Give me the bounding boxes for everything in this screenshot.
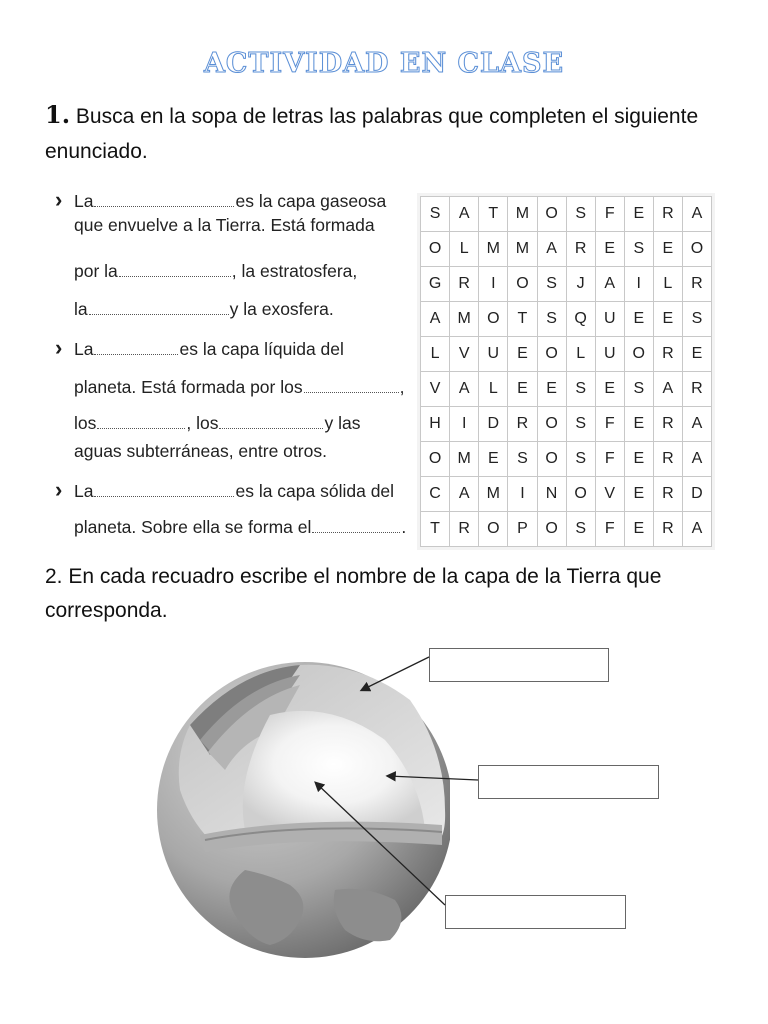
exercise-text: es la capa sólida del [235, 481, 395, 501]
grid-letter[interactable]: R [653, 477, 682, 512]
arrow-to-core [316, 783, 445, 905]
grid-letter[interactable]: V [595, 477, 624, 512]
exercise-text: , [399, 377, 405, 397]
grid-letter[interactable]: E [624, 477, 653, 512]
grid-letter[interactable]: F [595, 407, 624, 442]
grid-letter[interactable]: I [624, 267, 653, 302]
grid-letter[interactable]: U [595, 337, 624, 372]
grid-letter[interactable]: M [479, 477, 508, 512]
grid-letter[interactable]: M [479, 232, 508, 267]
grid-letter[interactable]: N [537, 477, 566, 512]
grid-letter[interactable]: L [421, 337, 450, 372]
grid-letter[interactable]: E [595, 372, 624, 407]
grid-letter[interactable]: V [421, 372, 450, 407]
grid-letter[interactable]: S [566, 512, 595, 547]
grid-letter[interactable]: S [421, 197, 450, 232]
grid-letter[interactable]: A [450, 372, 479, 407]
grid-letter[interactable]: R [653, 442, 682, 477]
bullet-icon: › [55, 477, 63, 502]
grid-letter[interactable]: E [479, 442, 508, 477]
exercise-text: La [74, 191, 94, 211]
grid-letter[interactable]: R [566, 232, 595, 267]
grid-letter[interactable]: R [682, 372, 711, 407]
grid-letter[interactable]: S [566, 407, 595, 442]
grid-letter[interactable]: I [508, 477, 537, 512]
grid-letter[interactable]: E [653, 232, 682, 267]
grid-letter[interactable]: V [450, 337, 479, 372]
grid-letter[interactable]: E [682, 337, 711, 372]
grid-letter[interactable]: F [595, 442, 624, 477]
grid-letter[interactable]: R [653, 337, 682, 372]
grid-letter[interactable]: E [653, 302, 682, 337]
exercise-text: es la capa líquida del [179, 339, 344, 359]
grid-letter[interactable]: S [537, 302, 566, 337]
grid-letter[interactable]: O [479, 302, 508, 337]
grid-letter[interactable]: O [537, 407, 566, 442]
page-title: ACTIVIDAD EN CLASE [203, 48, 565, 79]
grid-letter[interactable]: T [479, 197, 508, 232]
grid-letter[interactable]: M [450, 442, 479, 477]
grid-letter[interactable]: A [450, 197, 479, 232]
grid-letter[interactable]: S [624, 232, 653, 267]
exercise-text: La [74, 481, 94, 501]
grid-letter[interactable]: J [566, 267, 595, 302]
grid-letter[interactable]: O [566, 477, 595, 512]
grid-letter[interactable]: L [450, 232, 479, 267]
exercise-text: y las [324, 413, 361, 433]
grid-letter[interactable]: E [595, 232, 624, 267]
grid-letter[interactable]: A [537, 232, 566, 267]
grid-letter[interactable]: S [537, 267, 566, 302]
grid-letter[interactable]: L [566, 337, 595, 372]
grid-letter[interactable]: E [508, 372, 537, 407]
exercise-text: por la [74, 261, 118, 281]
grid-letter[interactable]: O [537, 442, 566, 477]
grid-letter[interactable]: I [479, 267, 508, 302]
grid-letter[interactable]: O [682, 232, 711, 267]
grid-letter[interactable]: T [421, 512, 450, 547]
grid-letter[interactable]: G [421, 267, 450, 302]
exercise-text: , los [186, 413, 219, 433]
grid-letter[interactable]: A [682, 407, 711, 442]
grid-letter[interactable]: S [566, 372, 595, 407]
arrow-to-crust [362, 657, 429, 690]
grid-letter[interactable]: A [421, 302, 450, 337]
grid-letter[interactable]: D [682, 477, 711, 512]
grid-letter[interactable]: O [537, 197, 566, 232]
grid-letter[interactable]: A [450, 477, 479, 512]
grid-letter[interactable]: C [421, 477, 450, 512]
exercise-text: . [401, 517, 407, 537]
grid-letter[interactable]: O [508, 267, 537, 302]
grid-letter[interactable]: P [508, 512, 537, 547]
exercise-text: que envuelve a la Tierra. Está formada [74, 215, 375, 235]
grid-letter[interactable]: S [508, 442, 537, 477]
grid-letter[interactable]: E [624, 302, 653, 337]
exercise-text: planeta. Está formada por los [74, 377, 303, 397]
exercise-text: La [74, 339, 94, 359]
grid-letter[interactable]: R [450, 267, 479, 302]
grid-letter[interactable]: R [508, 407, 537, 442]
grid-letter[interactable]: M [450, 302, 479, 337]
grid-letter[interactable]: F [595, 197, 624, 232]
grid-letter[interactable]: S [566, 442, 595, 477]
question-2: 2. En cada recuadro escribe el nombre de la capa de la Tierra que corresponda. [45, 565, 662, 622]
grid-letter[interactable]: U [595, 302, 624, 337]
grid-letter[interactable]: E [537, 372, 566, 407]
grid-letter[interactable]: O [537, 337, 566, 372]
grid-letter[interactable]: O [537, 512, 566, 547]
grid-letter[interactable]: E [624, 197, 653, 232]
grid-letter[interactable]: S [682, 302, 711, 337]
grid-letter[interactable]: O [479, 512, 508, 547]
grid-letter[interactable]: M [508, 197, 537, 232]
exercise-text: los [74, 413, 97, 433]
grid-letter[interactable]: F [595, 512, 624, 547]
grid-letter[interactable]: R [682, 267, 711, 302]
grid-letter[interactable]: S [566, 197, 595, 232]
question-1-number: 1. [45, 100, 71, 129]
exercise-text: , la estratosfera, [231, 261, 358, 281]
grid-letter[interactable]: O [421, 442, 450, 477]
grid-letter[interactable]: M [508, 232, 537, 267]
grid-letter[interactable]: A [653, 372, 682, 407]
grid-letter[interactable]: R [653, 407, 682, 442]
grid-letter[interactable]: L [479, 372, 508, 407]
grid-letter[interactable]: I [450, 407, 479, 442]
grid-letter[interactable]: A [595, 267, 624, 302]
grid-letter[interactable]: L [653, 267, 682, 302]
question-1-text: Busca en la sopa de letras las palabras que completen el siguiente enunciado. [45, 105, 699, 163]
arrow-to-mantle [388, 776, 478, 780]
grid-letter[interactable]: E [624, 442, 653, 477]
exercise-text: planeta. Sobre ella se forma el [74, 517, 312, 537]
grid-letter[interactable]: E [508, 337, 537, 372]
exercise-text: aguas subterráneas, entre otros. [74, 441, 327, 461]
exercise-text: la [74, 299, 88, 319]
grid-letter[interactable]: H [421, 407, 450, 442]
grid-letter[interactable]: R [653, 512, 682, 547]
exercise-text: y la exosfera. [229, 299, 334, 319]
grid-letter[interactable]: A [682, 442, 711, 477]
grid-letter[interactable]: E [624, 407, 653, 442]
grid-letter[interactable]: A [682, 197, 711, 232]
grid-letter[interactable]: S [624, 372, 653, 407]
grid-letter[interactable]: D [479, 407, 508, 442]
grid-letter[interactable]: Q [566, 302, 595, 337]
grid-letter[interactable]: U [479, 337, 508, 372]
exercise-text: es la capa gaseosa [235, 191, 387, 211]
grid-letter[interactable]: O [421, 232, 450, 267]
grid-letter[interactable]: R [450, 512, 479, 547]
grid-letter[interactable]: E [624, 512, 653, 547]
grid-letter[interactable]: O [624, 337, 653, 372]
grid-letter[interactable]: R [653, 197, 682, 232]
bullet-icon: › [55, 187, 63, 212]
grid-letter[interactable]: A [682, 512, 711, 547]
grid-letter[interactable]: T [508, 302, 537, 337]
bullet-icon: › [55, 335, 63, 360]
